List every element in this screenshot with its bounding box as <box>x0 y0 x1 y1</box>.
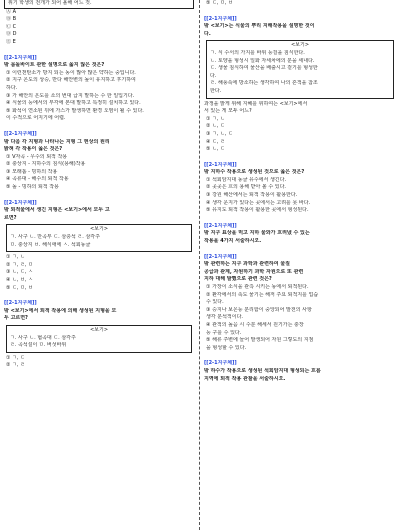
question-3 <box>4 200 194 293</box>
question-stem: 밖 지구 표상을 먹고 지하 물와가 흐려냈 수 있는 <box>204 230 310 237</box>
option: ③ ㄴ, ㄷ, ㅅ <box>6 269 33 276</box>
question-stem-continued: 서 있는 게 모두 어느? <box>204 108 252 115</box>
option: ④ 식물의 등에서의 부각에 본대 말하고 특정히 설치하고 있다. <box>6 100 141 107</box>
example-box-line: ㄱ. 사구 ㄴ. 만곡부 ㄷ. 삼층석 ㄹ. 삼각주 <box>10 234 100 241</box>
question-stem: 밖 <보기>에서 퇴적 작용에 의해 생성된 지형을 모 <box>4 307 117 314</box>
question-stem: 밖 하수가 작용으로 생성된 석회암지대 형성되는 흐름 <box>204 367 321 374</box>
question-tag: [[2-1지구체]] <box>204 161 237 168</box>
option: ① V자곡 - 우수의 퇴적 작용 <box>6 153 68 160</box>
option: ④ 관적의 높음 시 수분 해세서 원기가는 충장 <box>206 321 304 328</box>
option: ③ 승지나 보온등 분리함이 중앙되어 발전의 사항 <box>206 306 312 313</box>
example-box-title: <보기> <box>89 326 109 333</box>
option: ④ ㄷ, ㄹ <box>206 138 225 145</box>
question-stem: 르면? <box>4 214 17 221</box>
option: ① 석회암지대 동굴 유수에서 생긴다. <box>206 176 287 183</box>
question-0-tail: 위기 학생의 전개가 되어 올해 어느 것. <box>8 0 92 6</box>
option: 수 있다. <box>206 299 224 306</box>
option: ⑤ 돌 - 빙하의 퇴적 작용 <box>6 184 59 191</box>
question-stem: 지역에 퇴적 작용 관찰을 서술하시오. <box>204 375 286 382</box>
example-box <box>6 325 192 353</box>
example-box-line: ㄷ. 생물 침식하여 물산을 배출시고 겉기를 형성한 <box>210 65 318 72</box>
question-2 <box>4 131 194 192</box>
question-stem: 지하 대해 발했으로 관련 것은? <box>204 276 272 283</box>
example-box-title: <보기> <box>89 226 109 233</box>
example-box-line: 한다. <box>210 87 222 94</box>
question-stem: 공급과 관계, 자원하기 과학 자원으로 또 관련 <box>204 268 304 275</box>
question-4 <box>4 300 194 370</box>
question-tag: [[2-1지구체]] <box>4 130 37 137</box>
question-stem-continued: 과정을 밝게 위해 지혜를 위하여는 <보기>에서 <box>204 100 308 107</box>
option: ② 충상지 - 지하수의 침식(용해)작용 <box>6 161 86 168</box>
question-7 <box>204 223 396 246</box>
question-stem: 밝혀 각 작용이 옳은 것은? <box>4 146 63 153</box>
option: ② ㄱ, ㄹ <box>6 362 25 369</box>
option: ① ㄱ, ㄴ <box>6 254 25 261</box>
option: 생각 분석적이다. <box>206 314 243 321</box>
question-stem: 밖 <보기>는 식물의 뿌리 지해작용을 설명한 것이 <box>204 23 315 30</box>
option: Ⓑ B <box>6 16 17 23</box>
option: ⑤ ㄷ, ㅁ, ㅂ <box>6 284 33 291</box>
question-stem: 밖 몸돌바이트 관한 설명으로 옳지 않은 것은? <box>4 62 105 69</box>
question-5 <box>204 16 396 154</box>
option: Ⓔ E <box>6 38 16 45</box>
option: ③ ㄱ, ㄴ, ㄷ <box>206 130 233 137</box>
option: Ⓓ D <box>6 31 17 38</box>
option: Ⓒ C <box>6 23 17 30</box>
option: ⑤ 화석이 연소된 뒤에 가스가 발생하면 환경 오염이 될 수 있다. <box>6 107 144 114</box>
option: 등 구를 수 있다. <box>206 329 242 336</box>
option: ④ ㄴ, ㅂ, ㅅ <box>6 277 33 283</box>
example-box-title: <보기> <box>290 42 310 49</box>
option: ② ㄱ, ㄹ, ㅁ <box>6 261 33 268</box>
question-1 <box>4 55 194 123</box>
question-9 <box>204 360 396 383</box>
option: ③ 강원 해산에서는 퇴적 작용이 활용한다. <box>206 192 298 199</box>
question-tag: [[2-1지구체]] <box>204 360 237 367</box>
question-stem: 두 고르면? <box>4 315 28 322</box>
question-stem: 밖 퇴적물에서 생긴 지형은 <보기>에서 모두 고 <box>4 207 110 214</box>
option: ② ㄴ, ㄷ <box>206 123 225 130</box>
example-box-line: ㅁ. 충상지 ㅂ. 해식애에 ㅅ. 석회동굴 <box>10 241 91 248</box>
option: 하다. <box>6 84 18 91</box>
question-0-options <box>4 9 194 47</box>
question-stem: 작용을 4가지 서술하시오. <box>204 238 262 245</box>
question-tag: [[2-1지구체]] <box>204 222 237 229</box>
option: ③ 모래톱 - 빙하의 작용 <box>6 168 58 175</box>
example-box-line: ㄴ. 토양을 형성시 일화 자세차에의 분을 세내다. <box>210 57 315 64</box>
option: ⑤ 유지도 퇴적 작용이 활용한 곳에서 형성된다. <box>206 207 309 214</box>
option: ① 이런천탄소가 방지 되는 동이 많아 많은 약하는 중입니다. <box>6 69 136 76</box>
question-tag: [[2-1지구체]] <box>204 253 237 260</box>
question-stem: 밖 지하수 작용으로 생성된 것으로 옳은 것은? <box>204 169 305 176</box>
option: ① 가장이 소식을 관측 시키는 동에서 퇴적된다. <box>206 284 309 290</box>
question-8 <box>204 254 396 353</box>
example-box-line: ㄹ. 곡석설이 ㅁ. 버섯바위 <box>10 342 67 349</box>
example-box-line: 다. <box>210 72 217 79</box>
question-stem: 밖 관련하는 지구 과학과 관련하여 물질 <box>204 261 290 268</box>
option: ② 지구 온도의 상승, 반다 해안변의 높이 유지하고 후기하여 <box>6 77 136 84</box>
option: ④ 곡류대 - 해수의 퇴적 작용 <box>6 176 69 183</box>
option: ⑤ ㄴ, ㄷ <box>206 146 225 153</box>
option: ① ㄱ, ㄷ <box>6 354 25 361</box>
question-6 <box>204 162 396 215</box>
option: 을 형성할 수 있다. <box>206 344 247 351</box>
option: ④ 생각 운지가 있다는 곳에서는 고려를 못 바다. <box>206 199 311 206</box>
option: ③ 가 해안의 온도를 소의 번대 급지 말하는 수 한 일입기다. <box>6 92 135 99</box>
left-column <box>4 0 194 530</box>
question-tag: [[2-1지구체]] <box>4 54 37 61</box>
right-column <box>204 0 396 530</box>
option: ① ㄱ, ㄴ <box>206 115 225 122</box>
option: 이 수적으로 어지기에 어렵. <box>6 115 66 122</box>
example-box-line: ㄱ. 식 수서의 가지를 바위 등걸을 침식한다. <box>210 49 305 56</box>
question-tag: [[2-1지구체]] <box>4 300 37 307</box>
option: Ⓐ A <box>6 8 17 15</box>
example-box <box>6 224 192 252</box>
question-0-frame <box>4 0 194 9</box>
question-stem: 밖 다음 각 지형과 나타나는 지형 그 현상의 원리 <box>4 138 110 145</box>
question-tag: [[2-1지구체]] <box>204 15 237 22</box>
column-divider <box>199 0 200 530</box>
option: ② 환각에서의 속도 물기는 해저 주요 퇴적지를 업습 <box>206 291 319 298</box>
example-box <box>206 40 394 98</box>
example-box-line: ㄱ. 사구 ㄴ. 협곡대 ㄷ. 삼각주 <box>10 334 76 341</box>
example-box-line: ㄹ. 해풍속에 방소하는 생각하여 나의 흔적을 참조 <box>210 80 318 87</box>
option: ② 곳곳은 흐의 용해 받아 볼 수 있다. <box>206 184 286 191</box>
question-tag: [[2-1지구체]] <box>4 199 37 206</box>
option: ⑤ 해류 주변에 들어 발생되어 자원 그렇도의 지점 <box>206 337 314 344</box>
question-0-option-tail: ⑤ ㄷ, ㅁ, ㅂ <box>206 0 233 6</box>
question-stem: 다. <box>204 30 211 37</box>
